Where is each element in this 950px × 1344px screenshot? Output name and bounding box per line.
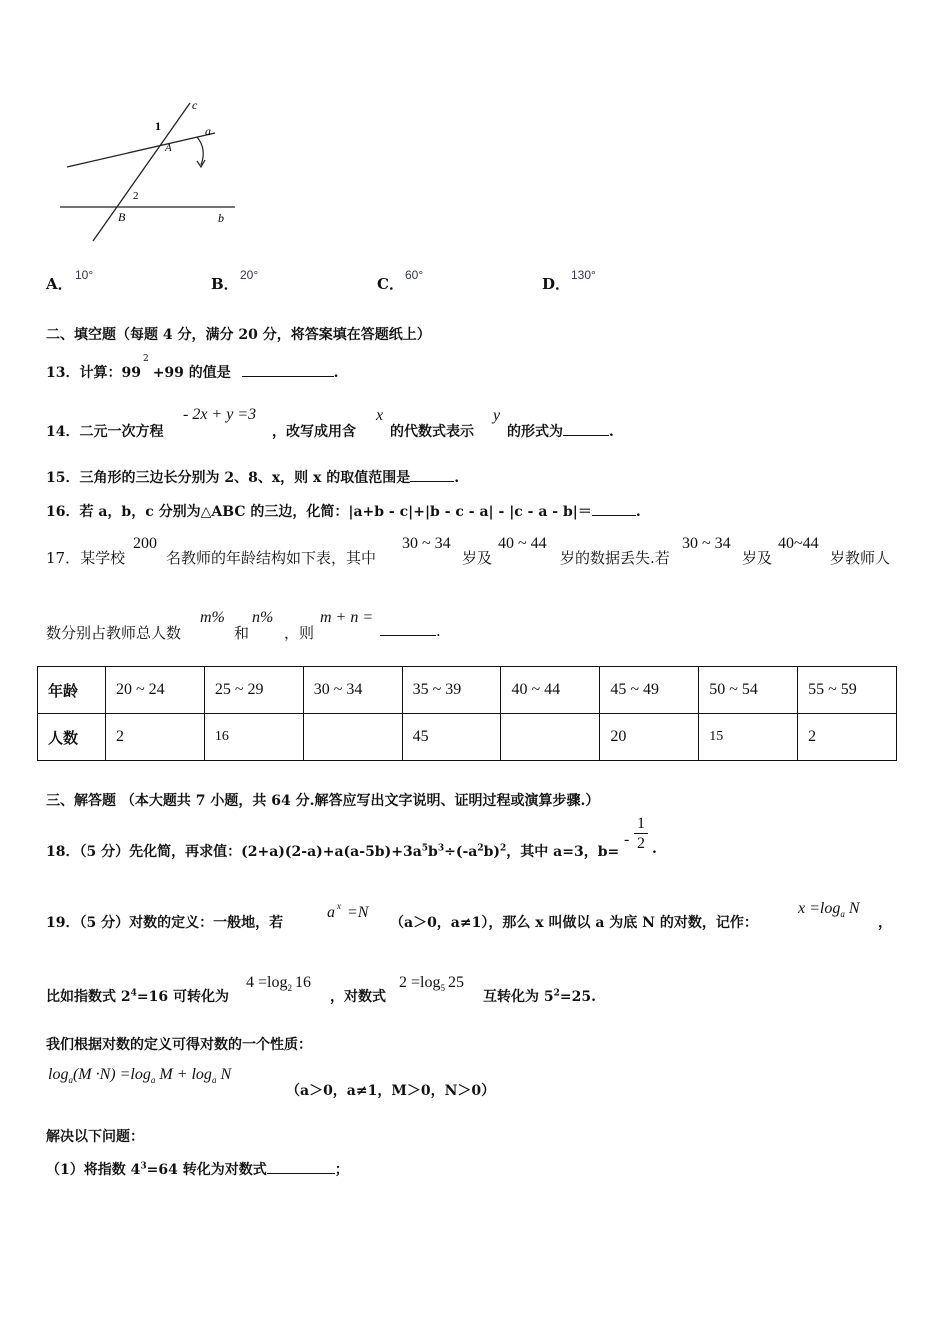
q19-f1: $4 =\log_2$ 16 bbox=[246, 974, 311, 994]
section3-heading: 三、解答题 （本大题共 7 小题，共 64 分.解答应写出文字说明、证明过程或演算步骤.） bbox=[46, 793, 600, 809]
q17-then: ，则 bbox=[284, 624, 315, 642]
label-b: b bbox=[218, 211, 224, 225]
table-row bbox=[38, 714, 897, 761]
q17-r1: 30 ~ 34 bbox=[402, 535, 451, 552]
q17-p6: 岁教师人 bbox=[830, 549, 891, 567]
q16: 16．若 a，b，c 分别为△ABC 的三边，化简：|a+b - c|+|b - c - a| - |c - a - b|＝ . bbox=[46, 504, 641, 520]
label-a: a bbox=[205, 124, 211, 138]
q18: 18．（5 分）先化简，再求值：$(2+a)(2-a)+a(a-5b)+3a^5b^3\div(-a^2b)^2$，其中 a=3，b= bbox=[46, 843, 620, 860]
q19-ax: a $^x$ =N bbox=[327, 901, 369, 921]
q13: 13．计算：$99^2+99$ 的值是 . bbox=[46, 354, 339, 381]
q19-l3: 我们根据对数的定义可得对数的一个性质： bbox=[46, 1037, 312, 1053]
label-2: 2 bbox=[133, 190, 139, 202]
q19-f2: $2 =\log_5$ 25 bbox=[399, 974, 464, 994]
q17-r4: 40~44 bbox=[778, 535, 819, 552]
label-B: B bbox=[118, 210, 126, 224]
q19-p1: 19．（5 分）对数的定义：一般地，若 bbox=[46, 915, 284, 931]
q14-mid2: 的代数式表示 bbox=[390, 424, 474, 440]
q18-fraction: 1 2 bbox=[634, 815, 648, 854]
q17-m: m% bbox=[200, 609, 225, 626]
q19-l2d: 互转化为 $5^2=25$. bbox=[483, 988, 596, 1005]
option-b-value: 20° bbox=[240, 268, 259, 282]
q14-answer-blank[interactable] bbox=[563, 423, 609, 436]
table-cell: 40 ~ 44 bbox=[501, 667, 600, 714]
table-cell: 45 ~ 49 bbox=[600, 667, 699, 714]
q19-p2: （a＞0，a≠1），那么 x 叫做以 a 为底 N 的对数，记作： bbox=[390, 915, 758, 931]
q17-p2: 名教师的年龄结构如下表，其中 bbox=[166, 549, 377, 567]
q17-answer-blank[interactable] bbox=[380, 623, 436, 636]
q19-prop-cond: （a＞0，a≠1，M＞0，N＞0） bbox=[286, 1083, 496, 1099]
table-cell: 人数 bbox=[38, 714, 106, 761]
table-cell: 50 ~ 54 bbox=[699, 667, 798, 714]
q19-logdef: $x =\log_a$ N bbox=[798, 900, 860, 920]
q19-property: $\log_a(M \cdot N) =\log_a$ $M + \log_a N$ bbox=[48, 1066, 232, 1086]
q17-r3: 30 ~ 34 bbox=[682, 535, 731, 552]
q17-p1: 17．某学校 bbox=[46, 549, 126, 567]
table-cell: 20 ~ 24 bbox=[105, 667, 204, 714]
q17-blank-wrap: . bbox=[380, 622, 441, 640]
q18-end: . bbox=[652, 841, 657, 857]
option-d[interactable]: D． bbox=[542, 275, 571, 293]
section2-heading: 二、填空题（每题 4 分，满分 20 分，将答案填在答题纸上） bbox=[46, 327, 431, 343]
line-c bbox=[93, 103, 190, 241]
q15: 15．三角形的三边长分别为 2、8、x，则 x 的取值范围是 . bbox=[46, 470, 460, 486]
q17-expr: m + n = bbox=[320, 609, 374, 626]
table-cell: 30 ~ 34 bbox=[303, 667, 402, 714]
q19-l2c: ，对数式 bbox=[330, 989, 386, 1005]
q19-l2: 比如指数式 $2^4=16$ 可转化为 bbox=[46, 988, 229, 1005]
table-cell: 25 ~ 29 bbox=[204, 667, 303, 714]
q17-and: 和 bbox=[234, 624, 250, 642]
q17-p4: 岁的数据丢失.若 bbox=[560, 549, 670, 567]
table-cell: 55 ~ 59 bbox=[798, 667, 897, 714]
table-cell: 15 bbox=[699, 714, 798, 761]
q18-minus: - bbox=[624, 831, 630, 848]
table-cell: 35 ~ 39 bbox=[402, 667, 501, 714]
table-cell: 45 bbox=[402, 714, 501, 761]
q14-var-y: y bbox=[493, 407, 501, 424]
label-1: 1 bbox=[155, 119, 161, 133]
table-cell: 年龄 bbox=[38, 667, 106, 714]
label-A: A bbox=[165, 142, 172, 154]
table-cell: 2 bbox=[105, 714, 204, 761]
rotation-arrow bbox=[197, 137, 203, 165]
q14-prefix: 14．二元一次方程 bbox=[46, 424, 164, 440]
option-a-value: 10° bbox=[75, 268, 94, 282]
table-row bbox=[38, 667, 897, 714]
q19-l4: 解决以下问题： bbox=[46, 1129, 144, 1145]
q14-mid: ，改写成用含 bbox=[272, 424, 356, 440]
q13-answer-blank[interactable] bbox=[242, 364, 334, 377]
label-c: c bbox=[192, 98, 198, 112]
q17-p3: 岁及 bbox=[462, 549, 493, 567]
q14-var-x: x bbox=[376, 407, 384, 424]
q16-answer-blank[interactable] bbox=[592, 503, 636, 516]
q15-answer-blank[interactable] bbox=[410, 469, 454, 482]
q17-line2: 数分别占教师总人数 bbox=[46, 624, 182, 642]
option-c-value: 60° bbox=[405, 268, 424, 282]
q19-sub1: （1）将指数 $4^3=64$ 转化为对数式 ； bbox=[46, 1161, 349, 1178]
table-cell: 20 bbox=[600, 714, 699, 761]
geometry-figure bbox=[55, 95, 245, 250]
table-cell bbox=[501, 714, 600, 761]
q17-n: n% bbox=[252, 609, 274, 626]
option-c[interactable]: C． bbox=[377, 275, 404, 293]
age-table bbox=[37, 666, 897, 761]
table-cell bbox=[303, 714, 402, 761]
table-cell: 2 bbox=[798, 714, 897, 761]
option-b[interactable]: B． bbox=[211, 275, 239, 293]
q17-n200: 200 bbox=[133, 535, 157, 552]
option-d-value: 130° bbox=[571, 268, 596, 282]
q14-suffix: 的形式为 . bbox=[507, 424, 614, 440]
line-a bbox=[67, 133, 215, 167]
q17-r2: 40 ~ 44 bbox=[498, 535, 547, 552]
q14-equation: - 2x + y =3 bbox=[183, 406, 257, 423]
option-a[interactable]: A． bbox=[46, 275, 73, 293]
q17-p5: 岁及 bbox=[742, 549, 773, 567]
table-cell: 16 bbox=[204, 714, 303, 761]
q19-sub1-answer-blank[interactable] bbox=[267, 1161, 335, 1174]
q19-comma: ， bbox=[878, 915, 892, 931]
